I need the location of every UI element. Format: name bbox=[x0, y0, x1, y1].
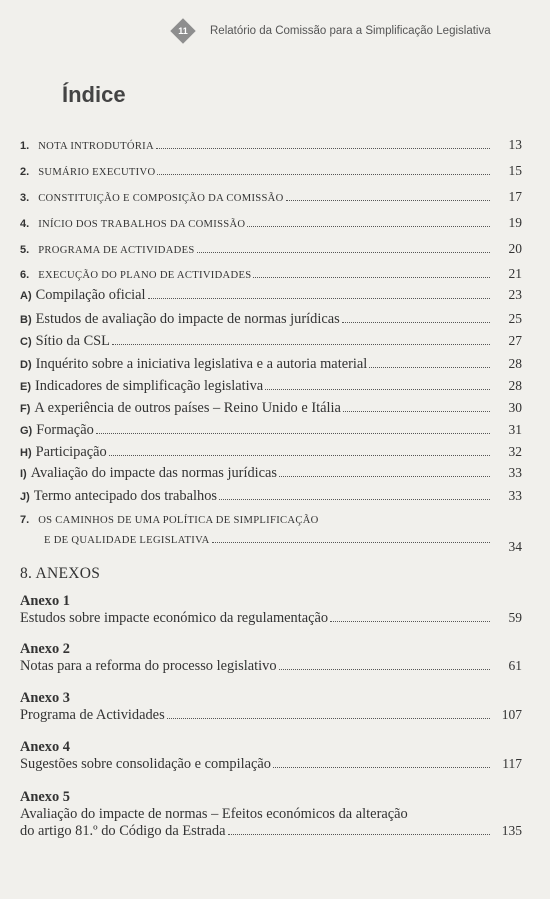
toc-entry-3 bbox=[20, 189, 522, 205]
entry-page: 30 bbox=[508, 400, 522, 415]
toc-entry-5 bbox=[20, 241, 522, 257]
dot-leader bbox=[273, 767, 490, 768]
toc-entry-e bbox=[20, 378, 522, 395]
entry-page: 15 bbox=[508, 163, 522, 178]
entry-text: PROGRAMA DE ACTIVIDADES bbox=[38, 245, 195, 256]
entry-page: 33 bbox=[508, 488, 522, 503]
toc-entry-i bbox=[20, 465, 522, 482]
entry-letter: I) bbox=[20, 468, 27, 480]
annex-heading: Anexo 4 bbox=[20, 739, 70, 755]
annex-page: 135 bbox=[501, 823, 522, 838]
dot-leader bbox=[219, 499, 490, 500]
entry-page: 28 bbox=[508, 378, 522, 393]
annex-text: Sugestões sobre consolidação e compilação bbox=[20, 756, 271, 772]
annex-page: 117 bbox=[502, 756, 522, 771]
annex-2 bbox=[20, 641, 522, 675]
dot-leader bbox=[156, 148, 490, 149]
entry-number: 2. bbox=[20, 166, 30, 178]
entry-page: 23 bbox=[508, 287, 522, 302]
dot-leader bbox=[253, 277, 490, 278]
entry-letter: A) bbox=[20, 290, 32, 302]
annex-1 bbox=[20, 593, 522, 627]
toc-entry-7 bbox=[20, 514, 522, 526]
entry-text: CONSTITUIÇÃO E COMPOSIÇÃO DA COMISSÃO bbox=[38, 193, 284, 204]
entry-letter: J) bbox=[20, 491, 30, 503]
toc-entry-f bbox=[20, 400, 522, 417]
toc-entry-h bbox=[20, 444, 522, 461]
annex-line bbox=[20, 756, 522, 773]
dot-leader bbox=[212, 542, 490, 543]
entry-text: SUMÁRIO EXECUTIVO bbox=[38, 167, 156, 178]
entry-text-line2: E DE QUALIDADE LEGISLATIVA bbox=[44, 535, 210, 546]
entry-text: INÍCIO DOS TRABALHOS DA COMISSÃO bbox=[38, 219, 246, 230]
toc-entry-7-line2 bbox=[44, 531, 522, 554]
toc-entry-1 bbox=[20, 137, 522, 153]
toc-entry-c bbox=[20, 333, 522, 350]
toc-entry-d bbox=[20, 356, 522, 373]
entry-text: A experiência de outros países – Reino Unido e Itália bbox=[34, 400, 341, 416]
entry-text: Estudos de avaliação do impacte de normas jurídicas bbox=[35, 311, 340, 327]
dot-leader bbox=[342, 322, 490, 323]
entry-text: Sítio da CSL bbox=[35, 333, 110, 349]
dot-leader bbox=[96, 433, 490, 434]
entry-number: 1. bbox=[20, 140, 30, 152]
toc-entry-j bbox=[20, 488, 522, 505]
annex-heading: Anexo 2 bbox=[20, 641, 70, 657]
entry-number: 4. bbox=[20, 218, 30, 230]
entry-text: Formação bbox=[36, 422, 94, 438]
entry-page: 20 bbox=[508, 241, 522, 256]
entry-text-line1: OS CAMINHOS DE UMA POLÍTICA DE SIMPLIFICAÇÃO bbox=[38, 515, 319, 526]
running-title: Relatório da Comissão para a Simplificação Legislativa bbox=[210, 25, 491, 37]
dot-leader bbox=[112, 344, 490, 345]
annex-line bbox=[20, 610, 522, 627]
entry-page: 31 bbox=[508, 422, 522, 437]
section-heading-annexes: 8. ANEXOS bbox=[20, 565, 101, 582]
entry-page: 34 bbox=[508, 539, 522, 554]
annex-4 bbox=[20, 739, 522, 773]
entry-page: 32 bbox=[508, 444, 522, 459]
entry-number: 6. bbox=[20, 269, 30, 281]
annex-page: 59 bbox=[508, 610, 522, 625]
annex-3 bbox=[20, 690, 522, 724]
annex-5 bbox=[20, 789, 522, 840]
entry-text: Termo antecipado dos trabalhos bbox=[33, 488, 217, 504]
entry-letter: G) bbox=[20, 425, 33, 437]
entry-text: Indicadores de simplificação legislativa bbox=[35, 378, 264, 394]
entry-page: 27 bbox=[508, 333, 522, 348]
entry-letter: F) bbox=[20, 403, 31, 415]
dot-leader bbox=[228, 834, 491, 835]
annex-text: Estudos sobre impacte económico da regulamentação bbox=[20, 610, 329, 626]
entry-letter: B) bbox=[20, 314, 32, 326]
entry-text: NOTA INTRODUTÓRIA bbox=[38, 141, 154, 152]
toc-entry-b bbox=[20, 311, 522, 328]
entry-number: 7. bbox=[20, 514, 30, 526]
annex-line bbox=[20, 658, 522, 675]
entry-text: Avaliação do impacte das normas jurídicas bbox=[30, 465, 278, 481]
annex-line-1 bbox=[20, 806, 522, 823]
entry-letter: C) bbox=[20, 336, 32, 348]
entry-page: 13 bbox=[508, 137, 522, 152]
entry-text: Compilação oficial bbox=[35, 287, 146, 303]
entry-page: 17 bbox=[508, 189, 522, 204]
dot-leader bbox=[109, 455, 490, 456]
entry-letter: E) bbox=[20, 381, 31, 393]
annex-line bbox=[20, 707, 522, 724]
toc-entry-a bbox=[20, 287, 522, 304]
annex-text: do artigo 81.º do Código da Estrada bbox=[20, 823, 226, 839]
entry-text: Inquérito sobre a iniciativa legislativa e a autoria material bbox=[35, 356, 368, 372]
entry-page: 28 bbox=[508, 356, 522, 371]
entry-page: 25 bbox=[508, 311, 522, 326]
annex-text: Notas para a reforma do processo legislativo bbox=[20, 658, 277, 674]
annex-text: Programa de Actividades bbox=[20, 707, 165, 723]
toc-entry-6 bbox=[20, 266, 522, 282]
annex-page: 107 bbox=[501, 707, 522, 722]
dot-leader bbox=[148, 298, 491, 299]
dot-leader bbox=[343, 411, 490, 412]
page-title: Índice bbox=[62, 82, 126, 107]
dot-leader bbox=[247, 226, 490, 227]
entry-number: 3. bbox=[20, 192, 30, 204]
entry-text: EXECUÇÃO DO PLANO DE ACTIVIDADES bbox=[38, 270, 252, 281]
toc-entry-g bbox=[20, 422, 522, 439]
dot-leader bbox=[286, 200, 490, 201]
running-header bbox=[170, 18, 491, 44]
entry-text: Participação bbox=[35, 444, 107, 460]
annex-heading: Anexo 1 bbox=[20, 593, 70, 609]
annex-text: Avaliação do impacte de normas – Efeitos económicos da alteração bbox=[20, 806, 408, 822]
entry-number: 5. bbox=[20, 244, 30, 256]
dot-leader bbox=[369, 367, 490, 368]
entry-letter: H) bbox=[20, 447, 32, 459]
dot-leader bbox=[330, 621, 490, 622]
entry-page: 33 bbox=[508, 465, 522, 480]
entry-page: 21 bbox=[508, 266, 522, 281]
dot-leader bbox=[167, 718, 490, 719]
toc-entry-2 bbox=[20, 163, 522, 179]
dot-leader bbox=[279, 476, 490, 477]
annex-heading: Anexo 5 bbox=[20, 789, 70, 805]
dot-leader bbox=[157, 174, 490, 175]
annex-line-2 bbox=[20, 823, 522, 840]
dot-leader bbox=[197, 252, 490, 253]
annex-page: 61 bbox=[508, 658, 522, 673]
dot-leader bbox=[265, 389, 490, 390]
entry-page: 19 bbox=[508, 215, 522, 230]
toc-entry-4 bbox=[20, 215, 522, 231]
dot-leader bbox=[279, 669, 490, 670]
page-number: 11 bbox=[178, 26, 188, 36]
annex-heading: Anexo 3 bbox=[20, 690, 70, 706]
entry-letter: D) bbox=[20, 359, 32, 371]
page-number-badge bbox=[170, 18, 196, 44]
